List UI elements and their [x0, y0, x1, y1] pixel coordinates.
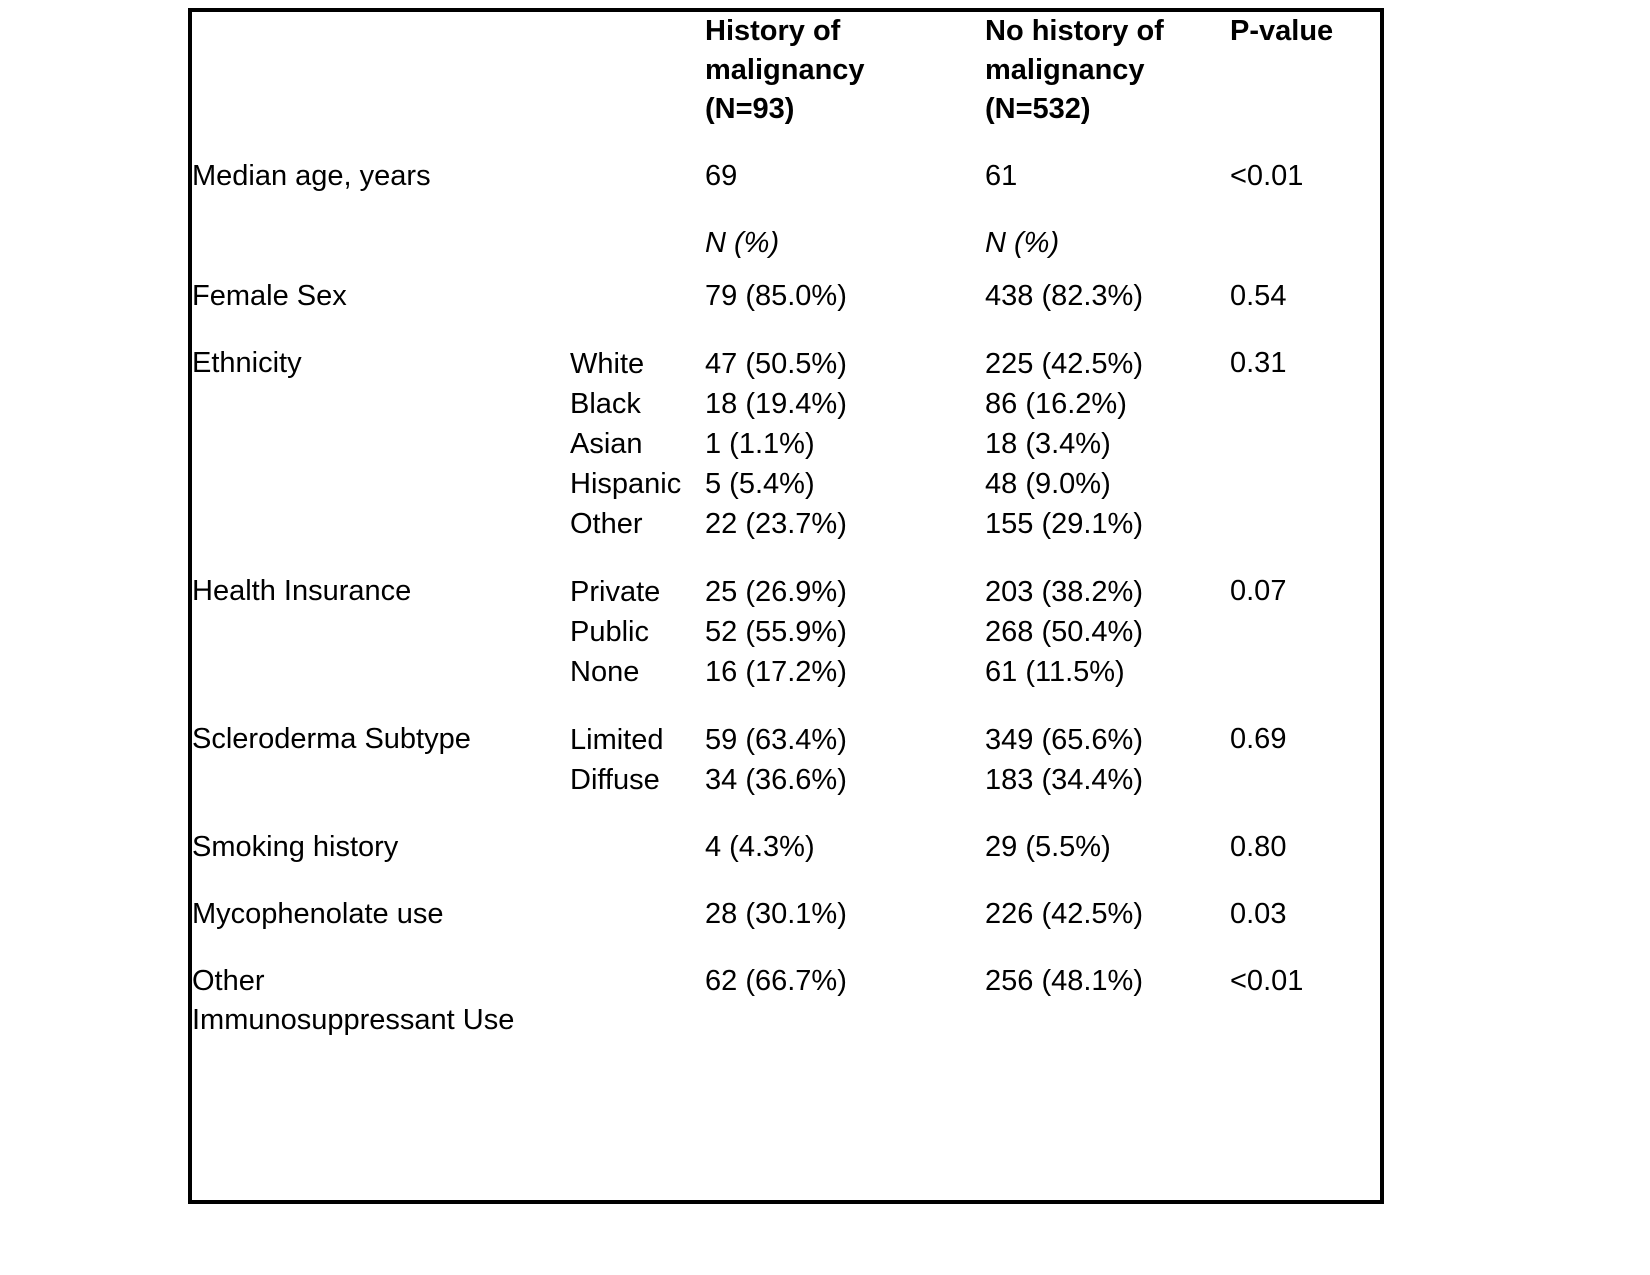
row-sub	[570, 157, 705, 196]
row-history-value	[705, 344, 985, 544]
row-history-value	[705, 720, 985, 800]
row-p-value: <0.01	[1230, 965, 1304, 997]
row-history-value: 28 (30.1%)	[705, 898, 847, 930]
table-row	[192, 277, 1380, 316]
row-sub	[570, 277, 705, 316]
value-item: 18 (3.4%)	[985, 428, 1111, 460]
table-row	[192, 572, 1380, 692]
row-label: Mycophenolate use	[192, 898, 444, 930]
table-row	[192, 720, 1380, 800]
spacer	[192, 263, 1380, 277]
row-history-value: 4 (4.3%)	[705, 831, 815, 863]
row-history-value: 79 (85.0%)	[705, 280, 847, 312]
header-sub	[570, 12, 705, 129]
sub-item: White	[570, 348, 645, 380]
row-no-history-value: 256 (48.1%)	[985, 965, 1143, 997]
units-label	[192, 224, 570, 263]
row-no-history-value	[985, 344, 1230, 544]
row-p-value: 0.80	[1230, 831, 1287, 863]
value-item: 61 (11.5%)	[985, 656, 1125, 688]
row-history-value: 62 (66.7%)	[705, 965, 847, 997]
row-p-value: 0.03	[1230, 898, 1287, 930]
row-sub	[570, 962, 705, 1040]
row-sub	[570, 344, 705, 544]
value-item: 48 (9.0%)	[985, 468, 1111, 500]
row-sub	[570, 828, 705, 867]
row-p-value: 0.31	[1230, 347, 1287, 379]
header-no-history-line-3: (N=532)	[985, 93, 1091, 125]
spacer	[192, 544, 1380, 572]
table-body	[192, 129, 1380, 1040]
value-item: 16 (17.2%)	[705, 656, 847, 688]
sub-item: Diffuse	[570, 764, 660, 796]
table-head	[192, 12, 1380, 129]
value-item: 225 (42.5%)	[985, 348, 1143, 380]
value-item: 86 (16.2%)	[985, 388, 1127, 420]
sub-item: Limited	[570, 724, 664, 756]
header-no-history-of-malignancy	[985, 12, 1230, 129]
table-row	[192, 895, 1380, 934]
sub-item: Private	[570, 576, 661, 608]
value-item: 34 (36.6%)	[705, 764, 847, 796]
row-label: Smoking history	[192, 831, 399, 863]
value-item: 268 (50.4%)	[985, 616, 1143, 648]
header-row	[192, 12, 1380, 129]
value-item: 18 (19.4%)	[705, 388, 847, 420]
row-sub	[570, 720, 705, 800]
value-item: 203 (38.2%)	[985, 576, 1143, 608]
sub-item: None	[570, 656, 640, 688]
row-label	[192, 962, 570, 1040]
spacer	[192, 867, 1380, 895]
value-item: 155 (29.1%)	[985, 508, 1143, 540]
row-p-value: 0.54	[1230, 280, 1287, 312]
row-no-history-value	[985, 572, 1230, 692]
value-item: 1 (1.1%)	[705, 428, 815, 460]
sub-item: Hispanic	[570, 468, 682, 500]
value-item: 22 (23.7%)	[705, 508, 847, 540]
header-history-line-1: History of	[705, 15, 841, 47]
spacer	[192, 129, 1380, 157]
row-history-value: 69	[705, 160, 738, 192]
value-item: 59 (63.4%)	[705, 724, 847, 756]
units-history: N (%)	[705, 227, 780, 259]
row-no-history-value: 438 (82.3%)	[985, 280, 1143, 312]
table-frame	[188, 8, 1384, 1204]
row-history-value	[705, 572, 985, 692]
sub-item: Public	[570, 616, 649, 648]
row-sub	[570, 572, 705, 692]
table-row	[192, 962, 1380, 1040]
units-row	[192, 224, 1380, 263]
table-row	[192, 157, 1380, 196]
table-row	[192, 828, 1380, 867]
sub-item: Black	[570, 388, 641, 420]
row-no-history-value: 226 (42.5%)	[985, 898, 1143, 930]
row-label: Ethnicity	[192, 347, 302, 379]
units-p-value	[1230, 224, 1380, 263]
spacer	[192, 316, 1380, 344]
row-sub	[570, 895, 705, 934]
row-label: Scleroderma Subtype	[192, 723, 471, 755]
value-item: 183 (34.4%)	[985, 764, 1143, 796]
spacer	[192, 196, 1380, 224]
value-item: 25 (26.9%)	[705, 576, 847, 608]
spacer	[192, 934, 1380, 962]
sub-item: Asian	[570, 428, 643, 460]
row-p-value: 0.69	[1230, 723, 1287, 755]
row-label: Median age, years	[192, 160, 431, 192]
units-sub	[570, 224, 705, 263]
header-history-line-3: (N=93)	[705, 93, 795, 125]
header-no-history-line-2: malignancy	[985, 54, 1145, 86]
value-item: 349 (65.6%)	[985, 724, 1143, 756]
header-no-history-line-1: No history of	[985, 15, 1164, 47]
row-label-line-1: Other	[192, 965, 265, 997]
spacer	[192, 800, 1380, 828]
row-label-line-2: Immunosuppressant Use	[192, 1004, 515, 1036]
row-no-history-value	[985, 720, 1230, 800]
value-item: 5 (5.4%)	[705, 468, 815, 500]
row-p-value: 0.07	[1230, 575, 1287, 607]
table-row	[192, 344, 1380, 544]
header-p-value: P-value	[1230, 15, 1334, 47]
row-no-history-value: 61	[985, 160, 1018, 192]
row-p-value: <0.01	[1230, 160, 1304, 192]
sub-item: Other	[570, 508, 643, 540]
value-item: 52 (55.9%)	[705, 616, 847, 648]
spacer	[192, 692, 1380, 720]
row-no-history-value: 29 (5.5%)	[985, 831, 1111, 863]
units-no-history: N (%)	[985, 227, 1060, 259]
characteristics-table	[192, 12, 1380, 1040]
header-history-line-2: malignancy	[705, 54, 865, 86]
row-label: Female Sex	[192, 280, 347, 312]
header-history-of-malignancy	[705, 12, 985, 129]
header-label	[192, 12, 570, 129]
row-label: Health Insurance	[192, 575, 412, 607]
value-item: 47 (50.5%)	[705, 348, 847, 380]
